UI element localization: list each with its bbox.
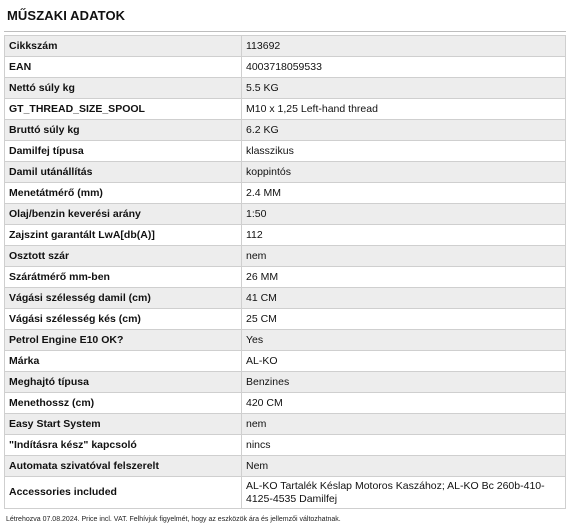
- spec-value: 25 CM: [242, 309, 566, 330]
- spec-key: EAN: [5, 57, 242, 78]
- spec-value: nincs: [242, 435, 566, 456]
- table-row: [5, 162, 566, 183]
- spec-value: 6.2 KG: [242, 120, 566, 141]
- table-row: [5, 120, 566, 141]
- table-row: [5, 435, 566, 456]
- table-row: [5, 225, 566, 246]
- spec-key: Meghajtó típusa: [5, 372, 242, 393]
- table-row: [5, 78, 566, 99]
- spec-key: Petrol Engine E10 OK?: [5, 330, 242, 351]
- table-row: [5, 288, 566, 309]
- spec-value: Benzines: [242, 372, 566, 393]
- spec-key: Zajszint garantált LwA[db(A)]: [5, 225, 242, 246]
- spec-value: 2.4 MM: [242, 183, 566, 204]
- table-row: [5, 141, 566, 162]
- table-row: [5, 183, 566, 204]
- spec-value: M10 x 1,25 Left-hand thread: [242, 99, 566, 120]
- spec-value: 5.5 KG: [242, 78, 566, 99]
- table-row: [5, 309, 566, 330]
- spec-key: Damilfej típusa: [5, 141, 242, 162]
- spec-value: Yes: [242, 330, 566, 351]
- spec-value: AL-KO: [242, 351, 566, 372]
- spec-value: koppintós: [242, 162, 566, 183]
- spec-value: Nem: [242, 456, 566, 477]
- table-row: [5, 204, 566, 225]
- spec-key: Menethossz (cm): [5, 393, 242, 414]
- spec-key: Vágási szélesség kés (cm): [5, 309, 242, 330]
- spec-key: Szárátmérő mm-ben: [5, 267, 242, 288]
- table-row: [5, 267, 566, 288]
- spec-key: Vágási szélesség damil (cm): [5, 288, 242, 309]
- table-row: [5, 330, 566, 351]
- table-row: [5, 414, 566, 435]
- spec-value: nem: [242, 246, 566, 267]
- specs-table: [4, 35, 566, 509]
- spec-value: 420 CM: [242, 393, 566, 414]
- spec-key: Accessories included: [5, 477, 242, 509]
- table-row: [5, 477, 566, 509]
- table-row: [5, 57, 566, 78]
- spec-value: 4003718059533: [242, 57, 566, 78]
- table-row: [5, 36, 566, 57]
- table-row: [5, 351, 566, 372]
- spec-value: AL-KO Tartalék Késlap Motoros Kaszához; AL-KO Bc 260b-410-4125-4535 Damilfej: [242, 477, 566, 509]
- spec-key: Nettó súly kg: [5, 78, 242, 99]
- spec-key: Osztott szár: [5, 246, 242, 267]
- spec-key: Automata szivatóval felszerelt: [5, 456, 242, 477]
- spec-key: Márka: [5, 351, 242, 372]
- section-title: MŰSZAKI ADATOK: [7, 8, 126, 23]
- spec-key: Menetátmérő (mm): [5, 183, 242, 204]
- spec-value: 26 MM: [242, 267, 566, 288]
- spec-key: Olaj/benzin keverési arány: [5, 204, 242, 225]
- spec-key: GT_THREAD_SIZE_SPOOL: [5, 99, 242, 120]
- title-divider: [4, 31, 566, 32]
- spec-key: Bruttó súly kg: [5, 120, 242, 141]
- table-row: [5, 393, 566, 414]
- table-row: [5, 246, 566, 267]
- spec-value: 113692: [242, 36, 566, 57]
- table-row: [5, 372, 566, 393]
- spec-value: 112: [242, 225, 566, 246]
- spec-value: klasszikus: [242, 141, 566, 162]
- table-row: [5, 99, 566, 120]
- footer-note: Létrehozva 07.08.2024. Price incl. VAT. Felhívjuk figyelmét, hogy az eszközök ára és jellemzői változhatnak.: [6, 516, 341, 523]
- spec-value: 1:50: [242, 204, 566, 225]
- spec-key: Easy Start System: [5, 414, 242, 435]
- spec-value: nem: [242, 414, 566, 435]
- spec-key: Damil utánállítás: [5, 162, 242, 183]
- table-row: [5, 456, 566, 477]
- spec-key: Cikkszám: [5, 36, 242, 57]
- spec-key: "Indításra kész" kapcsoló: [5, 435, 242, 456]
- spec-value: 41 CM: [242, 288, 566, 309]
